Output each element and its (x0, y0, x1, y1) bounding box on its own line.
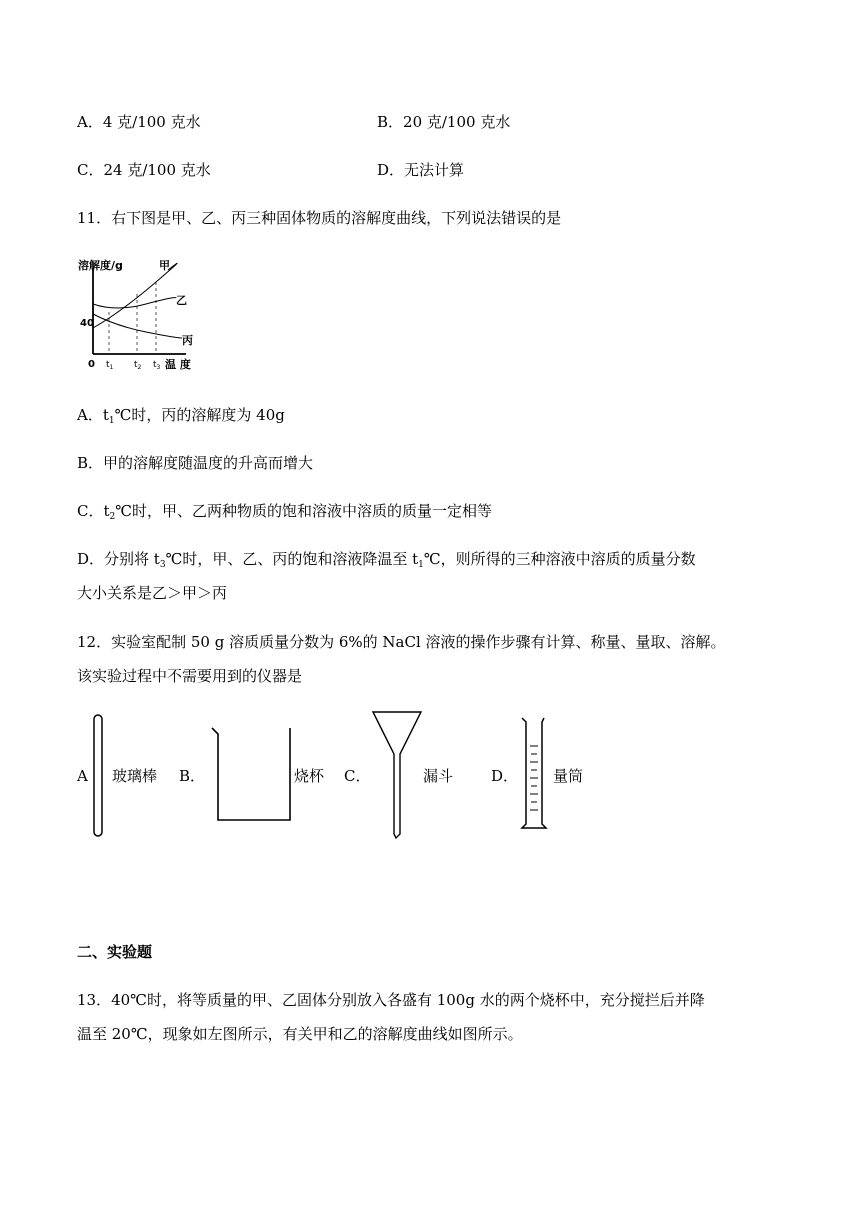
q11-option-d-line2: 大小关系是乙＞甲＞丙 (77, 584, 228, 602)
curve-yi-label: 乙 (176, 294, 187, 307)
y-tick-40: 40 (80, 318, 94, 329)
q12-option-c-name: 漏斗 (423, 767, 454, 785)
q13-line1: 13．40℃时，将等质量的甲、乙固体分别放入各盛有 100g 水的两个烧杯中，充分搅拦后并降 (77, 991, 705, 1009)
section-title: 二、实验题 (77, 943, 153, 961)
x-axis-label: 温 度 (165, 358, 191, 371)
q11-option-a: A．$t_1℃$时，丙的溶解度为 40g (77, 406, 285, 426)
q10-option-d: D．无法计算 (377, 161, 465, 179)
q12-option-a-letter: A (77, 767, 88, 785)
curve-jia (93, 263, 177, 328)
q12-option-d-name: 量筒 (553, 767, 584, 785)
glass-rod-icon (92, 714, 106, 838)
origin-label: 0 (88, 359, 95, 370)
q11-option-d-line1: D．分别将 $t_3℃$时，甲、乙、丙的饱和溶液降温至 $t_1℃$，则所得的三种溶液中溶质的质量分数 (77, 550, 696, 570)
q10-option-a: A．4 克/100 克水 (77, 113, 201, 131)
beaker-icon (208, 724, 296, 824)
t3-label: $t_3$ (153, 360, 161, 371)
q11-stem: 11．右下图是甲、乙、丙三种固体物质的溶解度曲线，下列说法错误的是 (77, 209, 562, 227)
funnel-icon (370, 710, 424, 840)
solubility-graph (76, 256, 226, 376)
q12-stem-line2: 该实验过程中不需要用到的仪器是 (77, 667, 303, 685)
graduated-cylinder-icon (518, 716, 550, 832)
q11-option-b: B．甲的溶解度随温度的升高而增大 (77, 454, 314, 472)
y-axis-label: 溶解度/g (78, 259, 123, 272)
q11-option-c: C．$t_2℃$时，甲、乙两种物质的饱和溶液中溶质的质量一定相等 (77, 502, 493, 522)
q12-stem-line1: 12．实验室配制 50 g 溶质质量分数为 6%的 NaCl 溶液的操作步骤有计算、称量、量取、溶解。 (77, 633, 726, 651)
q10-option-b: B．20 克/100 克水 (377, 113, 511, 131)
q12-option-b-name: 烧杯 (294, 767, 325, 785)
q13-line2: 温至 20℃，现象如左图所示，有关甲和乙的溶解度曲线如图所示。 (77, 1025, 523, 1043)
curve-jia-label: 甲 (159, 259, 170, 272)
q12-option-a-name: 玻璃棒 (112, 767, 158, 785)
q12-option-d-letter: D． (491, 767, 519, 785)
t2-label: $t_2$ (134, 360, 142, 371)
curve-bing-label: 丙 (182, 334, 193, 347)
q10-option-c: C．24 克/100 克水 (77, 161, 211, 179)
t1-label: $t_1$ (106, 360, 114, 371)
q12-option-b-letter: B． (179, 767, 206, 785)
q12-option-c-letter: C． (344, 767, 371, 785)
